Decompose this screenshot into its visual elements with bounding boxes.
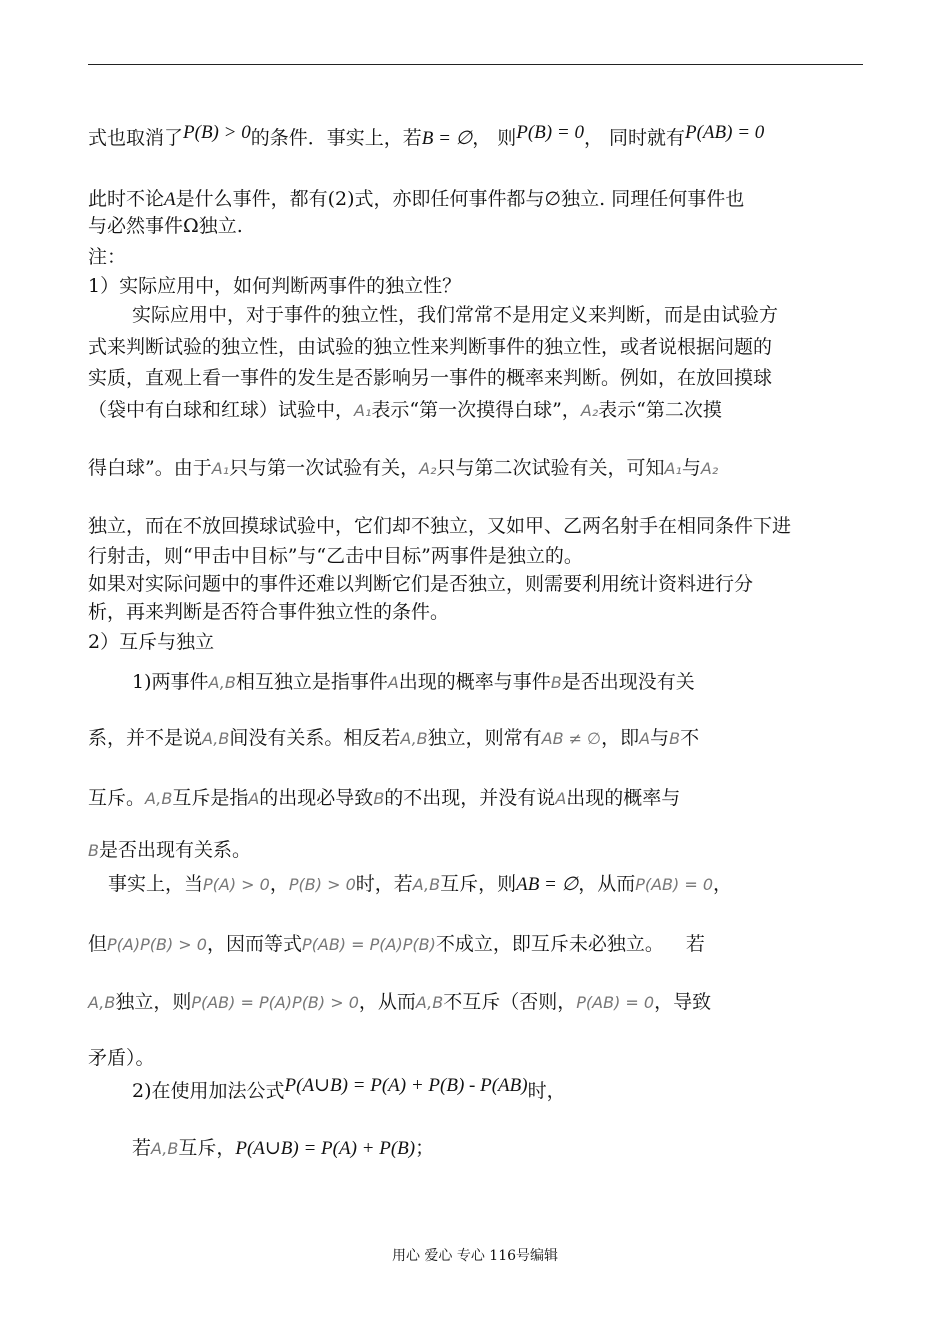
text-line-16: 1)两事件A,B相互独立是指事件A出现的概率与事件B是否出现没有关 [132, 671, 695, 693]
text-line-14: 析，再来判断是否符合事件独立性的条件。 [88, 601, 450, 623]
text-line-23: 矛盾）。 [88, 1047, 155, 1069]
text-line-17: 系，并不是说A,B间没有关系。相反若A,B独立，则常有AB ≠ ∅，即A与B不 [88, 727, 700, 749]
text-line-20: 事实上，当P(A) > 0，P(B) > 0时，若A,B互斥，则AB = ∅，从而P(AB) = 0， [108, 873, 733, 895]
text-line-8: 实质，直观上看一事件的发生是否影响另一事件的概率来判断。例如，在放回摸球 [88, 367, 773, 389]
text-line-9: （袋中有白球和红球）试验中，A₁表示“第一次摸得白球”，A₂表示“第二次摸 [88, 399, 722, 421]
text-line-5: 1）实际应用中，如何判断两事件的独立性？ [88, 275, 462, 297]
text-line-21: 但P(A)P(B) > 0，因而等式P(AB) = P(A)P(B)不成立，即互斥未必独立。 若 [88, 933, 705, 955]
text-line-12: 行射击，则“甲击中目标”与“乙击中目标”两事件是独立的。 [88, 545, 583, 567]
header-rule [88, 64, 863, 65]
text-line-2: 此时不论A是什么事件，都有(2)式，亦即任何事件都与∅独立. 同理任何事件也 [88, 188, 745, 210]
text-line-25: 若A,B互斥，P(A∪B) = P(A) + P(B)； [132, 1137, 435, 1159]
text-line-10: 得白球”。由于A₁只与第一次试验有关，A₂只与第二次试验有关，可知A₁与A₂ [88, 457, 719, 479]
text-line-22: A,B独立，则P(AB) = P(A)P(B) > 0，从而A,B不互斥（否则，P(AB) = 0，导致 [88, 991, 712, 1013]
text-line-24: 2)在使用加法公式P(A∪B) = P(A) + P(B) - P(AB)时， [132, 1075, 566, 1102]
text-line-3: 与必然事件Ω独立. [88, 215, 243, 237]
text-line-19: B是否出现有关系。 [88, 839, 251, 861]
text-line-13: 如果对实际问题中的事件还难以判断它们是否独立，则需要利用统计资料进行分 [88, 573, 754, 595]
text-line-18: 互斥。A,B互斥是指A的出现必导致B的不出现，并没有说A出现的概率与 [88, 787, 681, 809]
text-line-1: 式也取消了P(B) > 0的条件．事实上，若B = ∅， 则P(B) = 0， 同时就有P(AB) = 0 [88, 122, 765, 149]
text-line-15: 2）互斥与独立 [88, 631, 215, 653]
text-line-4: 注： [88, 246, 127, 268]
page-footer: 用心 爱心 专心 116号编辑 [391, 1248, 559, 1264]
text-line-6: 实际应用中，对于事件的独立性，我们常常不是用定义来判断，而是由试验方 [132, 304, 779, 326]
text-line-11: 独立，而在不放回摸球试验中，它们却不独立，又如甲、乙两名射手在相同条件下进 [88, 515, 792, 537]
text-line-7: 式来判断试验的独立性，由试验的独立性来判断事件的独立性，或者说根据问题的 [88, 336, 773, 358]
